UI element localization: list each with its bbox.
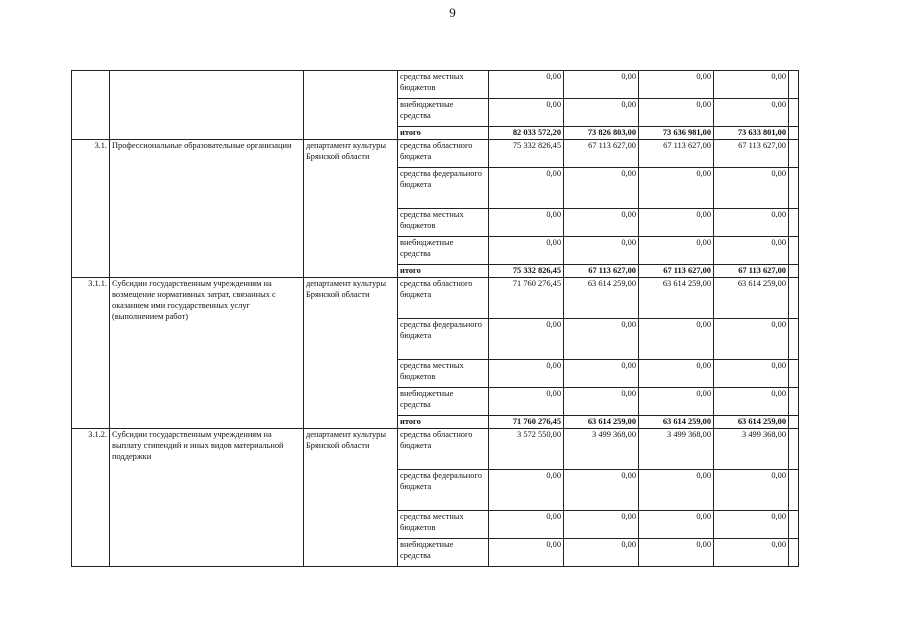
amount-year-3: 0,00 bbox=[639, 168, 714, 209]
amount-year-1: 0,00 bbox=[489, 360, 564, 388]
amount-year-3: 0,00 bbox=[639, 360, 714, 388]
table-row bbox=[72, 429, 799, 470]
spacer-cell bbox=[789, 99, 799, 127]
funding-source: средства федерального бюджета bbox=[398, 168, 489, 209]
amount-year-4: 0,00 bbox=[714, 168, 789, 209]
item-name: Профессиональные образовательные организации bbox=[110, 140, 304, 278]
amount-year-4: 0,00 bbox=[714, 360, 789, 388]
department: департамент культуры Брянской области bbox=[304, 140, 398, 278]
amount-year-1: 0,00 bbox=[489, 539, 564, 567]
funding-source: внебюджетные средства bbox=[398, 99, 489, 127]
spacer-cell bbox=[789, 168, 799, 209]
department: департамент культуры Брянской области bbox=[304, 278, 398, 429]
funding-source: итого bbox=[398, 416, 489, 429]
amount-year-1: 75 332 826,45 bbox=[489, 265, 564, 278]
row-number: 3.1.2. bbox=[72, 429, 110, 567]
funding-source: средства федерального бюджета bbox=[398, 470, 489, 511]
amount-year-3: 3 499 368,00 bbox=[639, 429, 714, 470]
amount-year-2: 0,00 bbox=[564, 209, 639, 237]
funding-source: средства местных бюджетов bbox=[398, 209, 489, 237]
amount-year-4: 3 499 368,00 bbox=[714, 429, 789, 470]
amount-year-3: 0,00 bbox=[639, 511, 714, 539]
amount-year-3: 63 614 259,00 bbox=[639, 278, 714, 319]
row-number: 3.1.1. bbox=[72, 278, 110, 429]
funding-source: средства федерального бюджета bbox=[398, 319, 489, 360]
amount-year-2: 63 614 259,00 bbox=[564, 278, 639, 319]
amount-year-3: 0,00 bbox=[639, 319, 714, 360]
amount-year-2: 0,00 bbox=[564, 360, 639, 388]
funding-source: внебюджетные средства bbox=[398, 388, 489, 416]
amount-year-2: 67 113 627,00 bbox=[564, 265, 639, 278]
funding-source: средства областного бюджета bbox=[398, 429, 489, 470]
spacer-cell bbox=[789, 360, 799, 388]
spacer-cell bbox=[789, 209, 799, 237]
amount-year-4: 73 633 801,00 bbox=[714, 127, 789, 140]
spacer-cell bbox=[789, 265, 799, 278]
amount-year-4: 0,00 bbox=[714, 511, 789, 539]
funding-source: внебюджетные средства bbox=[398, 539, 489, 567]
amount-year-3: 0,00 bbox=[639, 209, 714, 237]
amount-year-2: 0,00 bbox=[564, 99, 639, 127]
item-name: Субсидии государственным учреждениям на выплату стипендий и иных видов материальной поддержки bbox=[110, 429, 304, 567]
amount-year-2: 0,00 bbox=[564, 319, 639, 360]
amount-year-1: 0,00 bbox=[489, 99, 564, 127]
amount-year-2: 0,00 bbox=[564, 237, 639, 265]
amount-year-1: 0,00 bbox=[489, 511, 564, 539]
amount-year-4: 0,00 bbox=[714, 71, 789, 99]
amount-year-3: 63 614 259,00 bbox=[639, 416, 714, 429]
amount-year-2: 73 826 803,00 bbox=[564, 127, 639, 140]
amount-year-3: 0,00 bbox=[639, 71, 714, 99]
amount-year-2: 0,00 bbox=[564, 511, 639, 539]
spacer-cell bbox=[789, 429, 799, 470]
amount-year-2: 3 499 368,00 bbox=[564, 429, 639, 470]
table-row bbox=[72, 140, 799, 168]
amount-year-4: 0,00 bbox=[714, 388, 789, 416]
amount-year-4: 0,00 bbox=[714, 209, 789, 237]
spacer-cell bbox=[789, 140, 799, 168]
funding-source: итого bbox=[398, 127, 489, 140]
department bbox=[304, 71, 398, 140]
amount-year-2: 67 113 627,00 bbox=[564, 140, 639, 168]
amount-year-1: 0,00 bbox=[489, 209, 564, 237]
funding-source: средства местных бюджетов bbox=[398, 511, 489, 539]
amount-year-1: 0,00 bbox=[489, 470, 564, 511]
item-name: Субсидии государственным учреждениям на возмещение нормативных затрат, связанных с оказанием ими государственных услуг (выполнением работ) bbox=[110, 278, 304, 429]
amount-year-2: 0,00 bbox=[564, 71, 639, 99]
amount-year-3: 0,00 bbox=[639, 470, 714, 511]
spacer-cell bbox=[789, 71, 799, 99]
amount-year-2: 0,00 bbox=[564, 388, 639, 416]
row-number bbox=[72, 71, 110, 140]
spacer-cell bbox=[789, 416, 799, 429]
spacer-cell bbox=[789, 127, 799, 140]
department: департамент культуры Брянской области bbox=[304, 429, 398, 567]
amount-year-3: 0,00 bbox=[639, 539, 714, 567]
amount-year-4: 67 113 627,00 bbox=[714, 265, 789, 278]
row-number: 3.1. bbox=[72, 140, 110, 278]
budget-table bbox=[71, 70, 799, 567]
amount-year-2: 0,00 bbox=[564, 539, 639, 567]
amount-year-3: 67 113 627,00 bbox=[639, 140, 714, 168]
amount-year-3: 67 113 627,00 bbox=[639, 265, 714, 278]
amount-year-1: 71 760 276,45 bbox=[489, 278, 564, 319]
item-name bbox=[110, 71, 304, 140]
spacer-cell bbox=[789, 278, 799, 319]
amount-year-1: 82 033 572,20 bbox=[489, 127, 564, 140]
amount-year-1: 0,00 bbox=[489, 71, 564, 99]
table-row bbox=[72, 278, 799, 319]
amount-year-2: 0,00 bbox=[564, 470, 639, 511]
spacer-cell bbox=[789, 511, 799, 539]
amount-year-1: 0,00 bbox=[489, 319, 564, 360]
amount-year-4: 63 614 259,00 bbox=[714, 416, 789, 429]
amount-year-3: 0,00 bbox=[639, 388, 714, 416]
funding-source: итого bbox=[398, 265, 489, 278]
page-number: 9 bbox=[449, 5, 456, 20]
amount-year-3: 0,00 bbox=[639, 237, 714, 265]
amount-year-4: 0,00 bbox=[714, 470, 789, 511]
funding-source: средства областного бюджета bbox=[398, 140, 489, 168]
amount-year-4: 0,00 bbox=[714, 99, 789, 127]
amount-year-1: 75 332 826,45 bbox=[489, 140, 564, 168]
amount-year-4: 0,00 bbox=[714, 319, 789, 360]
spacer-cell bbox=[789, 319, 799, 360]
funding-source: средства местных бюджетов bbox=[398, 360, 489, 388]
amount-year-2: 0,00 bbox=[564, 168, 639, 209]
amount-year-4: 0,00 bbox=[714, 539, 789, 567]
amount-year-4: 63 614 259,00 bbox=[714, 278, 789, 319]
funding-source: средства местных бюджетов bbox=[398, 71, 489, 99]
amount-year-1: 3 572 550,00 bbox=[489, 429, 564, 470]
amount-year-3: 73 636 981,00 bbox=[639, 127, 714, 140]
amount-year-1: 71 760 276,45 bbox=[489, 416, 564, 429]
spacer-cell bbox=[789, 539, 799, 567]
table-row bbox=[72, 71, 799, 99]
spacer-cell bbox=[789, 388, 799, 416]
amount-year-1: 0,00 bbox=[489, 237, 564, 265]
funding-source: средства областного бюджета bbox=[398, 278, 489, 319]
amount-year-4: 67 113 627,00 bbox=[714, 140, 789, 168]
amount-year-1: 0,00 bbox=[489, 168, 564, 209]
amount-year-1: 0,00 bbox=[489, 388, 564, 416]
funding-source: внебюджетные средства bbox=[398, 237, 489, 265]
amount-year-4: 0,00 bbox=[714, 237, 789, 265]
amount-year-2: 63 614 259,00 bbox=[564, 416, 639, 429]
spacer-cell bbox=[789, 237, 799, 265]
spacer-cell bbox=[789, 470, 799, 511]
amount-year-3: 0,00 bbox=[639, 99, 714, 127]
